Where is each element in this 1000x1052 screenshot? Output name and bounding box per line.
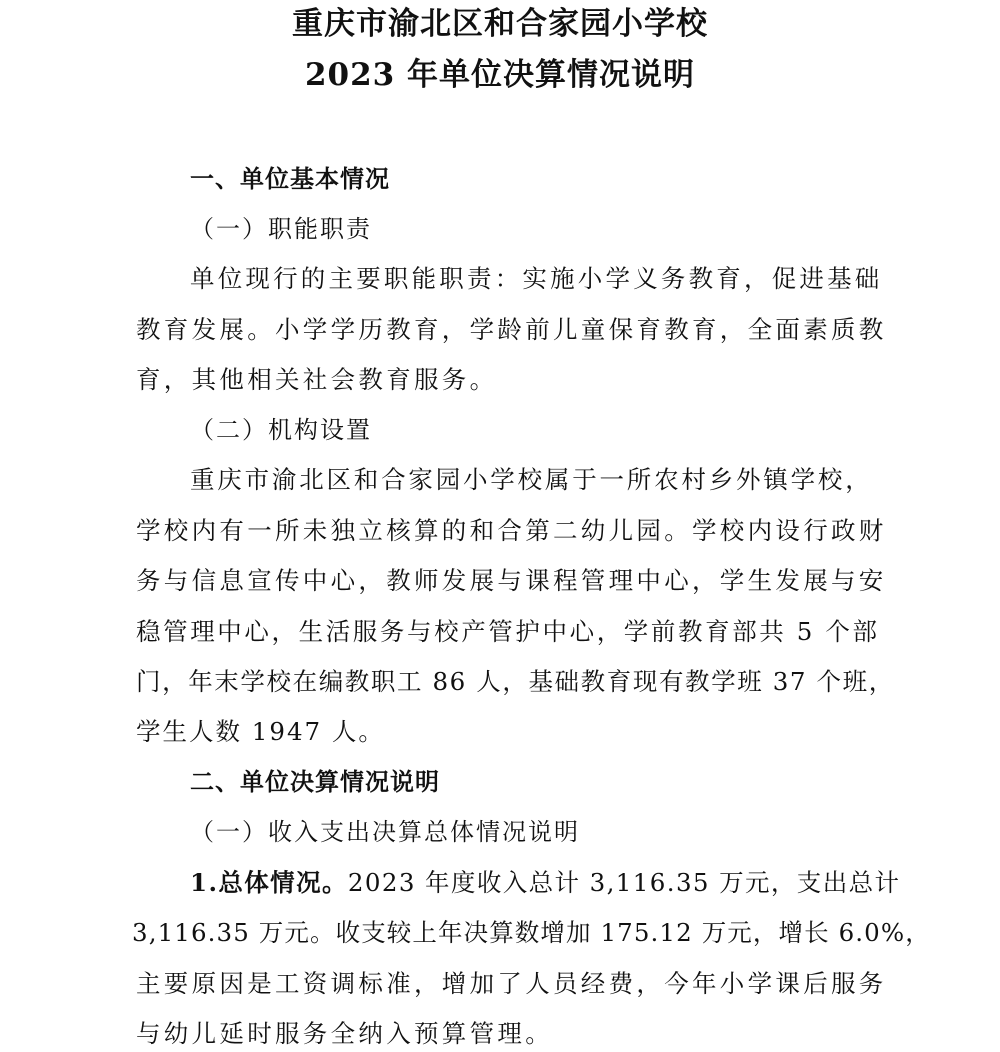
document-title-line2: 2023 年单位决算情况说明: [304, 57, 696, 93]
paragraph-line: 育，其他相关社会教育服务。: [136, 365, 498, 394]
paragraph-line: 务与信息宣传中心，教师发展与课程管理中心，学生发展与安: [136, 566, 887, 595]
paragraph-line: 学校内有一所未独立核算的和合第二幼儿园。学校内设行政财: [136, 516, 887, 545]
paragraph-line: 学生人数 1947 人。: [136, 717, 385, 746]
section1-heading: 一、单位基本情况: [190, 165, 390, 193]
paragraph-line: 教育发展。小学学历教育，学龄前儿童保育教育，全面素质教: [136, 315, 887, 344]
section2-sub1-heading: （一）收入支出决算总体情况说明: [190, 818, 580, 846]
overall-lead: 1.总体情况。: [190, 868, 348, 897]
paragraph-line: 稳管理中心，生活服务与校产管护中心，学前教育部共 5 个部: [136, 617, 880, 646]
section2-heading: 二、单位决算情况说明: [190, 768, 440, 796]
paragraph-line: 与幼儿延时服务全纳入预算管理。: [136, 1019, 553, 1048]
paragraph-line: 3,116.35 万元。收支较上年决算数增加 175.12 万元，增长 6.0%，: [132, 918, 931, 947]
paragraph-line: 单位现行的主要职能职责：实施小学义务教育，促进基础: [190, 264, 883, 293]
overall-text: 2023 年度收入总计 3,116.35 万元，支出总计: [347, 868, 901, 897]
paragraph-line: [190, 867, 900, 899]
section1-sub2-heading: （二）机构设置: [190, 416, 372, 444]
paragraph-line: 重庆市渝北区和合家园小学校属于一所农村乡外镇学校，: [190, 465, 873, 494]
document-title-line1: 重庆市渝北区和合家园小学校: [292, 6, 708, 42]
paragraph-line: 门，年末学校在编教职工 86 人，基础教育现有教学班 37 个班，: [136, 667, 895, 696]
section1-sub1-heading: （一）职能职责: [190, 215, 372, 243]
paragraph-line: 主要原因是工资调标准，增加了人员经费，今年小学课后服务: [136, 969, 887, 998]
